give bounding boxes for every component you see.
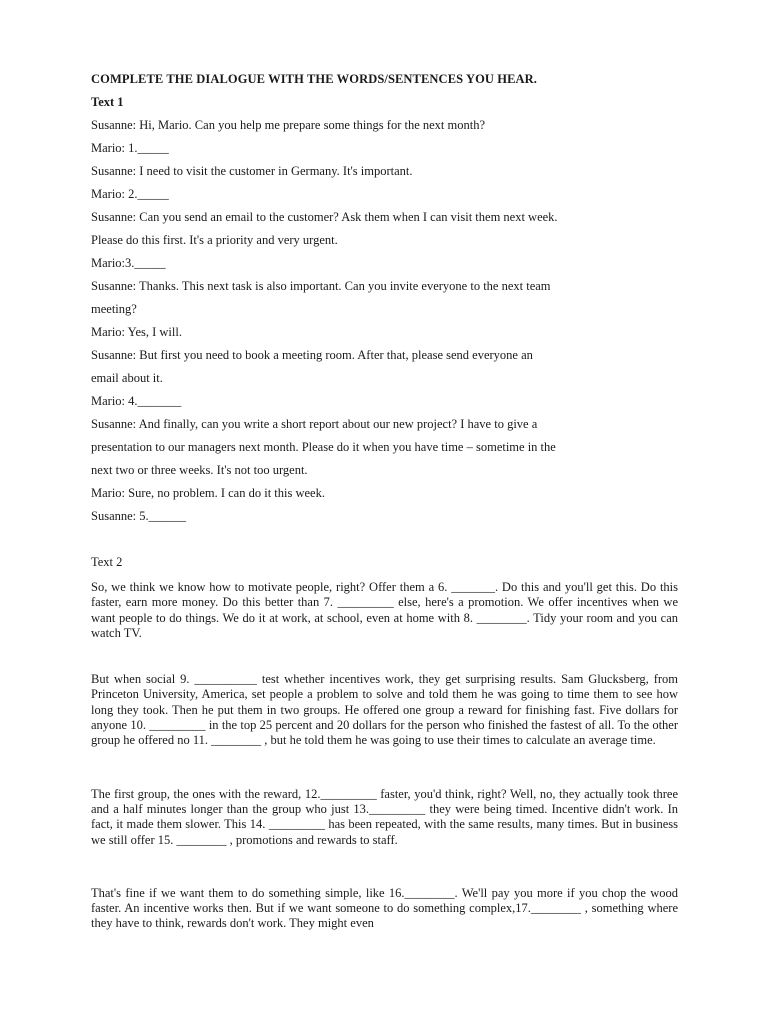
worksheet-page [91, 68, 678, 932]
dialogue-line: meeting? [91, 302, 137, 316]
dialogue-line: Susanne: But first you need to book a meeting room. After that, please send everyone an [91, 348, 533, 362]
dialogue-line: presentation to our managers next month. Please do it when you have time – sometime in the [91, 440, 556, 454]
dialogue [91, 114, 678, 528]
dialogue-line: Mario: Yes, I will. [91, 325, 182, 339]
dialogue-line: Susanne: 5.______ [91, 509, 187, 523]
dialogue-line: email about it. [91, 371, 163, 385]
dialogue-line: Mario: 4._______ [91, 394, 182, 408]
dialogue-line: next two or three weeks. It's not too urgent. [91, 463, 308, 477]
dialogue-line: Mario: Sure, no problem. I can do it this week. [91, 486, 325, 500]
dialogue-line: Susanne: And finally, can you write a short report about our new project? I have to give a [91, 417, 538, 431]
dialogue-line: Susanne: I need to visit the customer in Germany. It's important. [91, 164, 413, 178]
worksheet-heading: COMPLETE THE DIALOGUE WITH THE WORDS/SENTENCES YOU HEAR. [91, 72, 537, 86]
text2-paragraph: So, we think we know how to motivate people, right? Offer them a 6. _______. Do this and you'll get this. Do this faster, earn more money. Do this better than 7. _________ else, here's a promotion. We offer incentives when we want people to do things. We do it at work, at school, even at home with 8. ________. Tidy your room and you can watch TV. [91, 580, 678, 640]
dialogue-line: Please do this first. It's a priority and very urgent. [91, 233, 338, 247]
dialogue-line: Mario: 2._____ [91, 187, 169, 201]
text2-paragraph: That's fine if we want them to do something simple, like 16.________. We'll pay you more if you chop the wood faster. An incentive works then. But if we want someone to do something complex,17.________ , something where they have to think, rewards don't work. They might even [91, 885, 678, 931]
text2-paragraph: The first group, the ones with the reward, 12._________ faster, you'd think, right? Well, no, they actually took three and a half minutes longer than the group who just 13._________ they were being timed. Incentive didn't work. In fact, it made them slower. This 14. _________ has been repeated, with the same results, many times. But in business we still offer 15. ________ , promotions and rewards to staff. [91, 786, 678, 847]
dialogue-line: Mario: 1._____ [91, 141, 169, 155]
dialogue-line: Susanne: Hi, Mario. Can you help me prepare some things for the next month? [91, 118, 486, 132]
text1-title: Text 1 [91, 95, 124, 109]
dialogue-line: Mario:3._____ [91, 256, 166, 270]
dialogue-line: Susanne: Can you send an email to the customer? Ask them when I can visit them next week. [91, 210, 558, 224]
text2-paragraph: But when social 9. __________ test whether incentives work, they get surprising results. Sam Glucksberg, from Princeton University, America, set people a problem to solve and told them he was going to time them to see how long they took. Then he put them in two groups. He offered one group a reward for finishing fast. Five dollars for anyone 10. _________ in the top 25 percent and 20 dollars for the person who finished the fastest of all. To the other group he offered no 11. ________ , but he told them he was going to use their times to calculate an average time. [91, 672, 678, 748]
text2-title: Text 2 [91, 555, 123, 569]
dialogue-line: Susanne: Thanks. This next task is also important. Can you invite everyone to the next team [91, 279, 551, 293]
